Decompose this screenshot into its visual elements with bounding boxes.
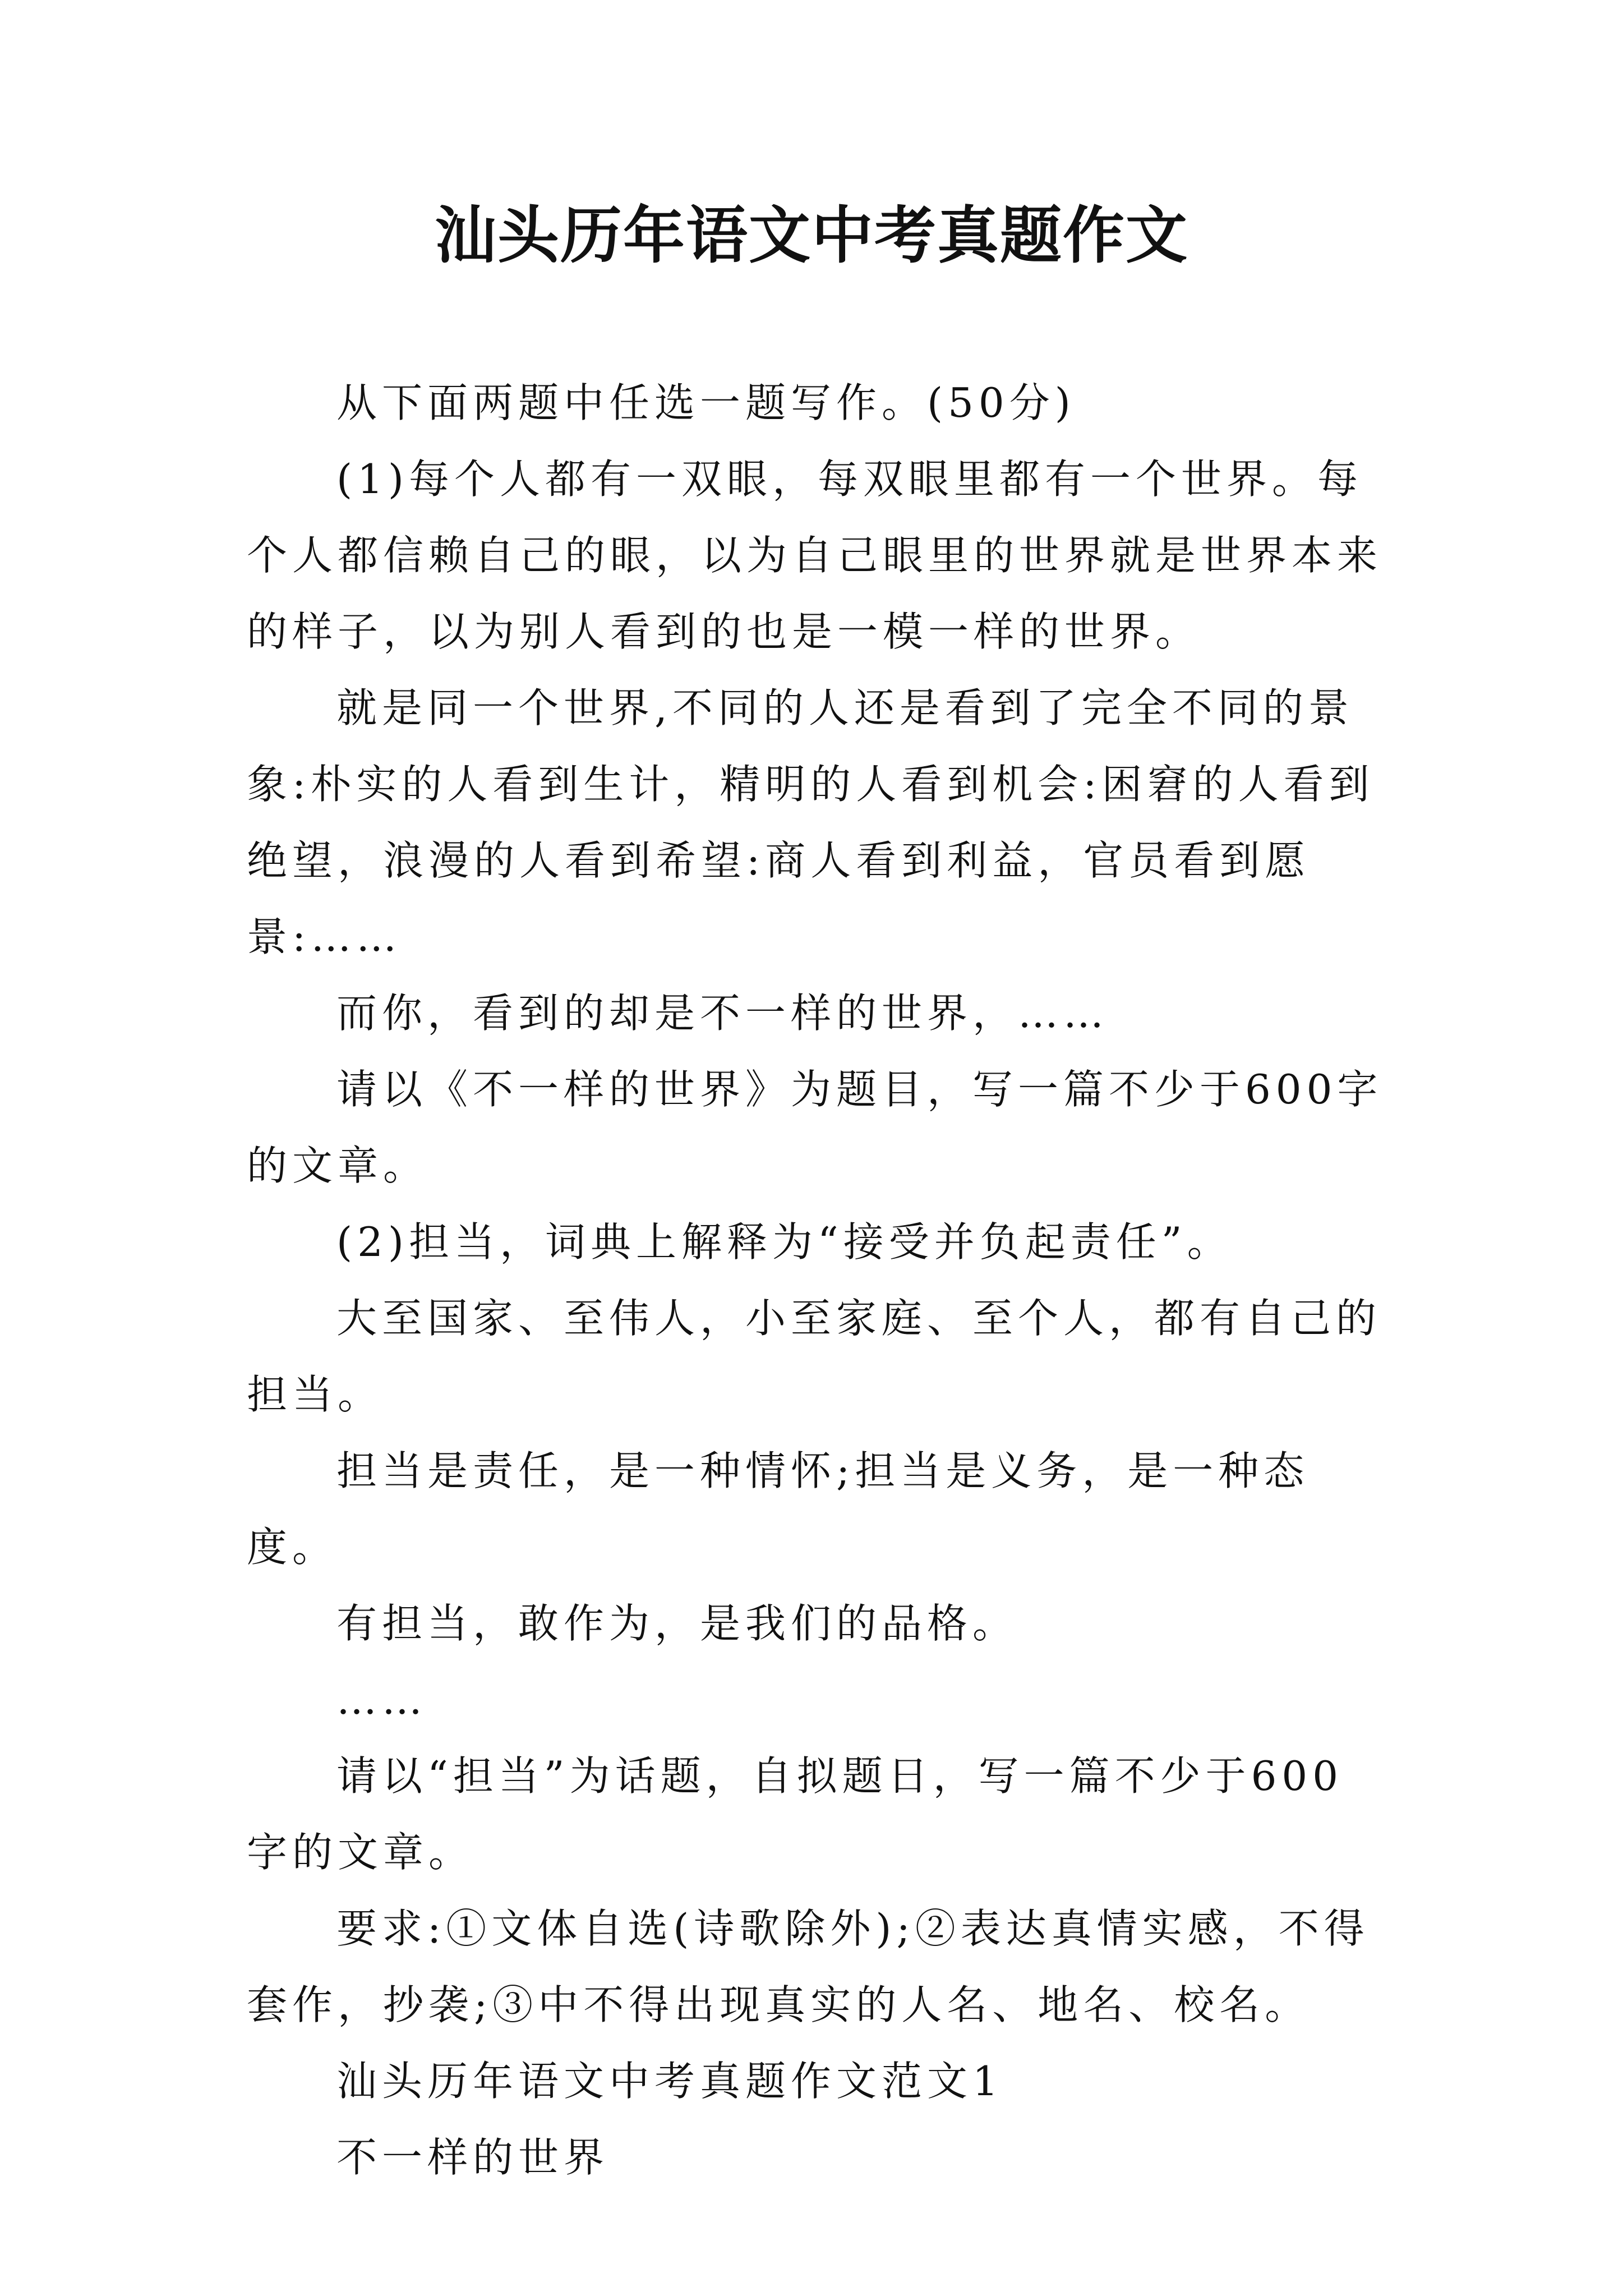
paragraph-prompt-2-scope: 大至国家、至伟人，小至家庭、至个人，都有自己的担当。 xyxy=(247,1295,1382,1418)
document-body xyxy=(247,365,1385,2196)
paragraph-prompt-2-meaning: 担当是责任，是一种情怀;担当是义务，是一种态度。 xyxy=(247,1447,1310,1571)
paragraph-prompt-2-intro: (2)担当，词典上解释为“接受并负起责任”。 xyxy=(336,1218,1233,1266)
paragraph-ellipsis: …… xyxy=(336,1676,427,1723)
document-title: 汕头历年语文中考真题作文 xyxy=(435,199,1188,272)
paragraph-prompt-1-scenes: 就是同一个世界,不同的人还是看到了完全不同的景象:朴实的人看到生计，精明的人看到机会:困窘的人看到绝望，浪漫的人看到希望:商人看到利益，官员看到愿景:…… xyxy=(247,684,1375,960)
paragraph-prompt-2-task: 请以“担当”为话题，自拟题日，写一篇不少于600字的文章。 xyxy=(247,1752,1344,1876)
paragraph-sample-title: 不一样的世界 xyxy=(336,2134,610,2181)
paragraph-prompt-1-task: 请以《不一样的世界》为题目，写一篇不少于600字的文章。 xyxy=(247,1066,1383,1189)
paragraph-prompt-2-character: 有担当，敢作为，是我们的品格。 xyxy=(336,1600,1018,1647)
paragraph-requirements: 要求:①文体自选(诗歌除外);②表达真情实感，不得套作，抄袭;③中不得出现真实的人名、地名、校名。 xyxy=(247,1905,1370,2028)
paragraph-instructions: 从下面两题中任选一题写作。(50分) xyxy=(336,379,1076,426)
paragraph-sample-heading: 汕头历年语文中考真题作文范文1 xyxy=(336,2058,1003,2105)
paragraph-prompt-1-you: 而你，看到的却是不一样的世界，…… xyxy=(336,990,1109,1037)
paragraph-prompt-1-intro: (1)每个人都有一双眼，每双眼里都有一个世界。每个人都信赖自己的眼，以为自己眼里的世界就是世界本来的样子，以为别人看到的也是一模一样的世界。 xyxy=(247,455,1383,655)
